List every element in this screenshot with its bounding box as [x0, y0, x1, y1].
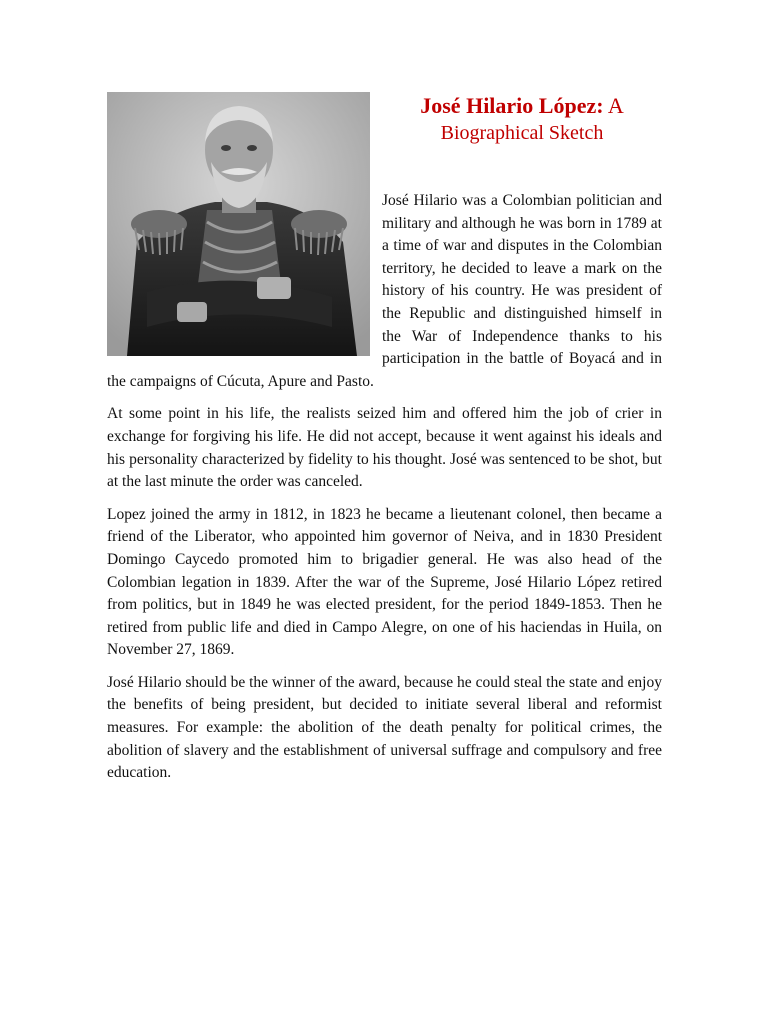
paragraph-capture: At some point in his life, the realists seized him and offered him the job of crier in exchange for forgiving his life. He did not accept, because it went against his ideals and his personality characterized by fidelity to his thought. José was sentenced to be shot, but at the last minute the order was canceled. — [107, 405, 662, 491]
document-body — [107, 92, 662, 785]
portrait-photo-icon — [107, 92, 370, 356]
title-suffix: A — [603, 93, 624, 118]
paragraph-intro: José Hilario was a Colombian politician and military and although he was born in 1789 at a time of war and disputes in the Colombian territory, he decided to leave a mark on the history of his country. He was president of the Republic and distinguished himself in the War of Independence thanks to his participation in the battle of Boyacá and in the campaigns of Cúcuta, Apure and Pasto. — [107, 192, 662, 390]
title-block — [382, 92, 662, 146]
portrait-photo — [107, 92, 370, 356]
title-name: José Hilario López: — [420, 93, 604, 118]
paragraph-award: José Hilario should be the winner of the award, because he could steal the state and enjoy the benefits of being president, but decided to initiate several liberal and reformist measures. For example: the abolition of the death penalty for political crimes, the abolition of slavery and the establishment of universal suffrage and compulsory and free education. — [107, 673, 662, 782]
page-subtitle: Biographical Sketch — [440, 122, 604, 144]
paragraph-career: Lopez joined the army in 1812, in 1823 he became a lieutenant colonel, then became a friend of the Liberator, who appointed him governor of Neiva, and in 1830 President Domingo Caycedo promoted him to brigadier general. He was also head of the Colombian legation in 1839. After the war of the Supreme, José Hilario López retired from politics, but in 1849 he was elected president, for the period 1849-1853. Then he retired from public life and died in Campo Alegre, on one of his haciendas in Huila, on November 27, 1869. — [107, 505, 662, 659]
page-title — [382, 92, 662, 120]
